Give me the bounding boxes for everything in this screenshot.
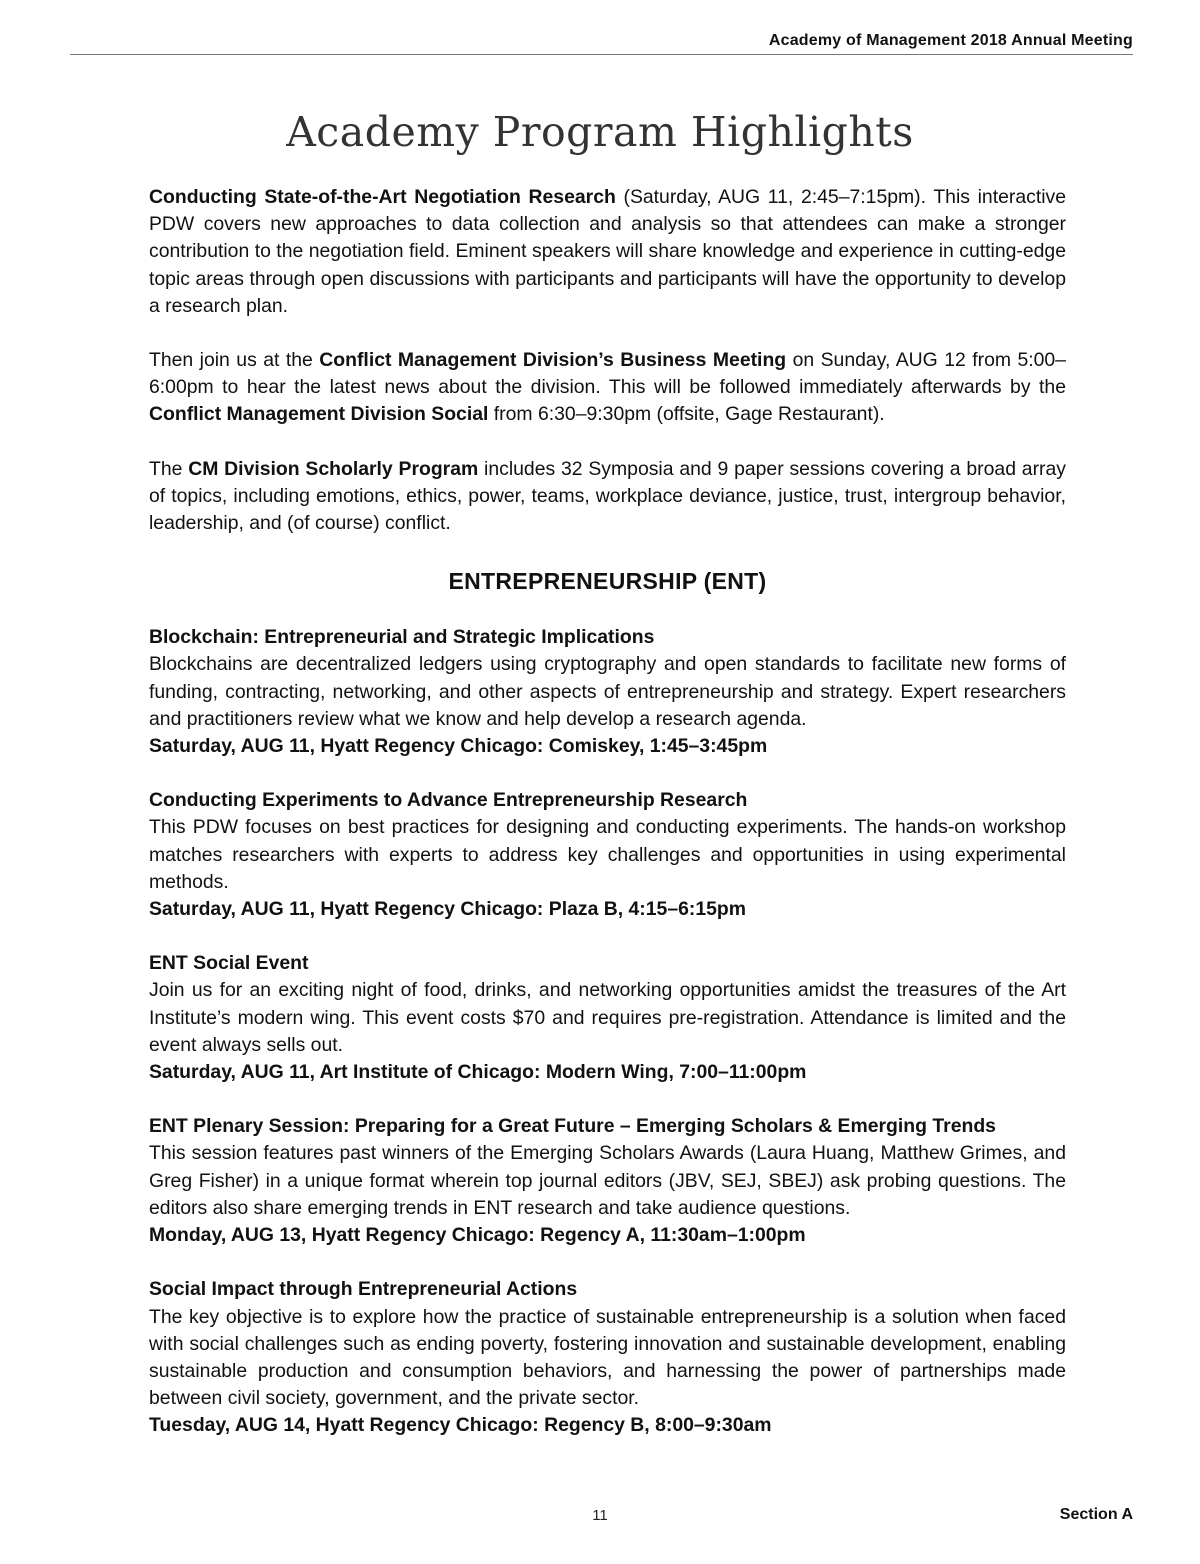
ent-event	[149, 950, 1066, 1086]
header-divider	[70, 54, 1133, 55]
intro-paragraph-scholarly-program	[149, 456, 1066, 538]
event-title: Blockchain: Entrepreneurial and Strategic Implications	[149, 626, 655, 649]
business-meeting-text-2: on Sunday, AUG 12 from 5:00–6:00pm to hear the latest news about the division. This will be followed immediately afterwards by the	[149, 349, 1066, 399]
event-title: ENT Plenary Session: Preparing for a Great Future – Emerging Scholars & Emerging Trends	[149, 1115, 996, 1138]
intro-paragraph-negotiation	[149, 184, 1066, 320]
running-header: Academy of Management 2018 Annual Meeting	[768, 32, 1133, 49]
ent-section-heading: ENTREPRENEURSHIP (ENT)	[448, 568, 767, 595]
page-number: 11	[592, 1507, 608, 1524]
event-title: Conducting Experiments to Advance Entrepreneurship Research	[149, 789, 748, 812]
negotiation-pdw-title: Conducting State-of-the-Art Negotiation Research	[149, 186, 616, 208]
ent-event	[149, 624, 1066, 760]
intro-paragraph-business-meeting	[149, 347, 1066, 429]
event-time-location: Saturday, AUG 11, Art Institute of Chicago: Modern Wing, 7:00–11:00pm	[149, 1061, 807, 1084]
division-social-text: from 6:30–9:30pm (offsite, Gage Restaurant).	[488, 403, 885, 426]
event-description: This PDW focuses on best practices for designing and conducting experiments. The hands-on workshop matches researchers with experts to address key challenges and opportunities in using experimental methods.	[149, 816, 1066, 893]
division-social-title: Conflict Management Division Social	[149, 403, 489, 426]
event-time-location: Saturday, AUG 11, Hyatt Regency Chicago: Plaza B, 4:15–6:15pm	[149, 898, 747, 921]
event-title: Social Impact through Entrepreneurial Actions	[149, 1278, 578, 1301]
scholarly-program-text-1: The	[149, 457, 189, 480]
event-time-location: Monday, AUG 13, Hyatt Regency Chicago: Regency A, 11:30am–1:00pm	[149, 1224, 806, 1247]
ent-event	[149, 1276, 1066, 1439]
page-title: Academy Program Highlights	[286, 108, 914, 156]
event-time-location: Saturday, AUG 11, Hyatt Regency Chicago: Comiskey, 1:45–3:45pm	[149, 735, 768, 758]
event-time-location: Tuesday, AUG 14, Hyatt Regency Chicago: Regency B, 8:00–9:30am	[149, 1414, 772, 1437]
business-meeting-text-1: Then join us at the	[149, 349, 320, 372]
ent-event	[149, 1113, 1066, 1249]
event-description: The key objective is to explore how the practice of sustainable entrepreneurship is a solution when faced with social challenges such as ending poverty, fostering innovation and sustainable development, enabling sustainable production and consumption behaviors, and harnessing the power of partnerships made between civil society, government, and the private sector.	[149, 1305, 1066, 1410]
negotiation-pdw-text: (Saturday, AUG 11, 2:45–7:15pm). This interactive PDW covers new approaches to data collection and analysis so that attendees can make a stronger contribution to the negotiation field. Eminent speakers will share knowledge and experience in cutting-edge topic areas through open discussions with participants and participants will have the opportunity to develop a research plan.	[149, 186, 1066, 317]
page-body	[149, 184, 1066, 1440]
scholarly-program-title: CM Division Scholarly Program	[188, 457, 479, 480]
event-description: Join us for an exciting night of food, drinks, and networking opportunities amidst the treasures of the Art Institute’s modern wing. This event costs $70 and requires pre-registration. Attendance is limited and the event always sells out.	[149, 979, 1066, 1056]
scholarly-program-text-2: includes 32 Symposia and 9 paper sessions covering a broad array of topics, including emotions, ethics, power, teams, workplace deviance, justice, trust, intergroup behavior, leadership, and (of course) conflict.	[149, 457, 1066, 535]
event-description: This session features past winners of the Emerging Scholars Awards (Laura Huang, Matthew Grimes, and Greg Fisher) in a unique format wherein top journal editors (JBV, SEJ, SBEJ) ask probing questions. The editors also share emerging trends in ENT research and take audience questions.	[149, 1142, 1066, 1219]
section-label: Section A	[1059, 1506, 1133, 1523]
event-title: ENT Social Event	[149, 952, 309, 975]
business-meeting-title: Conflict Management Division’s Business Meeting	[319, 349, 787, 372]
event-description: Blockchains are decentralized ledgers using cryptography and open standards to facilitate new forms of funding, contracting, networking, and other aspects of entrepreneurship and strategy. Expert researchers and practitioners review what we know and help develop a research agenda.	[149, 653, 1066, 730]
ent-event	[149, 787, 1066, 923]
